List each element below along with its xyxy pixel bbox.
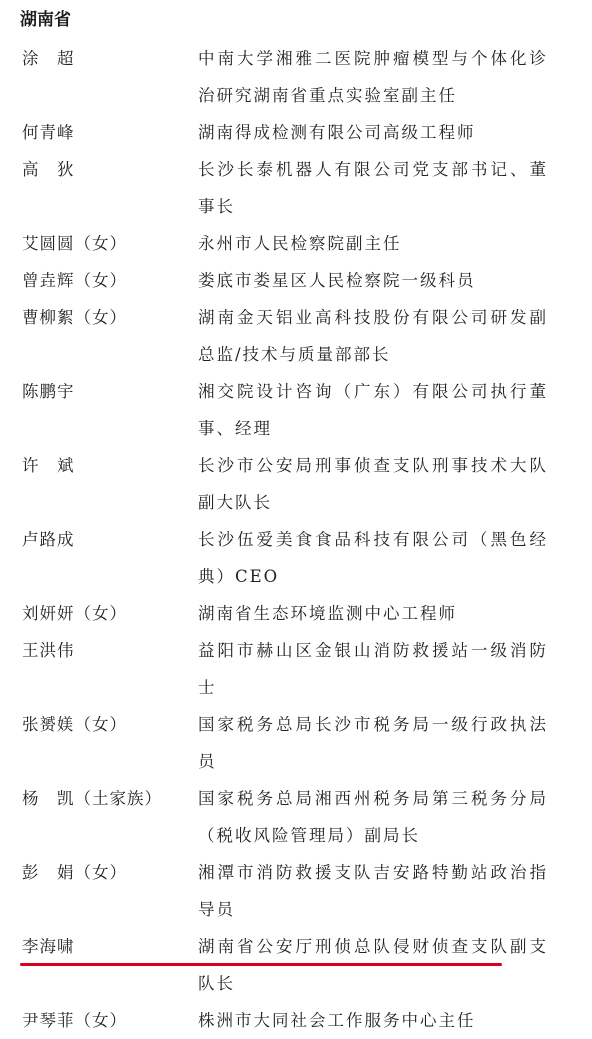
- list-item: [0, 595, 592, 632]
- person-title: 国家税务总局长沙市税务局一级行政执法员: [198, 715, 548, 771]
- person-name: 彭 娟（女）: [22, 863, 127, 882]
- person-title: 中南大学湘雅二医院肿瘤模型与个体化诊治研究湖南省重点实验室副主任: [198, 49, 548, 105]
- province-heading: 湖南省: [20, 10, 71, 30]
- person-name: 高 狄: [22, 160, 75, 179]
- person-title: 湖南得成检测有限公司高级工程师: [198, 123, 476, 142]
- person-title: 湘交院设计咨询（广东）有限公司执行董事、经理: [198, 382, 548, 438]
- person-name: 李海啸: [22, 937, 75, 956]
- person-title: 长沙市公安局刑事侦查支队刑事技术大队副大队长: [198, 456, 548, 512]
- person-name: 涂 超: [22, 49, 75, 68]
- list-item: [0, 373, 592, 447]
- list-item: [0, 262, 592, 299]
- person-title: 益阳市赫山区金银山消防救援站一级消防士: [198, 641, 548, 697]
- person-name: 曹柳絮（女）: [22, 308, 127, 327]
- list-item: [0, 632, 592, 706]
- person-name: 尹琴菲（女）: [22, 1011, 127, 1030]
- person-name: 卢路成: [22, 530, 75, 549]
- person-name: 杨 凯（土家族）: [22, 789, 162, 808]
- person-name: 何青峰: [22, 123, 75, 142]
- person-name: 曾垚辉（女）: [22, 271, 127, 290]
- red-underline-annotation: [20, 963, 502, 966]
- person-name: 刘妍妍（女）: [22, 604, 127, 623]
- list-item: [0, 151, 592, 225]
- person-title: 株洲市大同社会工作服务中心主任: [198, 1011, 476, 1030]
- person-title: 永州市人民检察院副主任: [198, 234, 402, 253]
- person-title: 长沙伍爱美食食品科技有限公司（黑色经典）CEO: [198, 530, 548, 586]
- list-item: [0, 447, 592, 521]
- list-item: [0, 40, 592, 114]
- person-name: 王洪伟: [22, 641, 75, 660]
- person-name: 陈鹏宇: [22, 382, 75, 401]
- person-title: 湖南省公安厅刑侦总队侵财侦查支队副支队长: [198, 937, 548, 993]
- person-title: 湖南省生态环境监测中心工程师: [198, 604, 457, 623]
- list-item: [0, 114, 592, 151]
- person-title: 湘潭市消防救援支队吉安路特勤站政治指导员: [198, 863, 548, 919]
- list-item: [0, 780, 592, 854]
- list-item: [0, 854, 592, 928]
- person-title: 长沙长泰机器人有限公司党支部书记、董事长: [198, 160, 548, 216]
- person-name: 张赟媄（女）: [22, 715, 127, 734]
- person-title: 湖南金天铝业高科技股份有限公司研发副总监/技术与质量部部长: [198, 308, 548, 364]
- person-name: 艾圆圆（女）: [22, 234, 127, 253]
- person-title: 国家税务总局湘西州税务局第三税务分局（税收风险管理局）副局长: [198, 789, 548, 845]
- list-item: [0, 521, 592, 595]
- person-name: 许 斌: [22, 456, 75, 475]
- honoree-list: [0, 40, 592, 1039]
- list-item: [0, 299, 592, 373]
- list-item: [0, 706, 592, 780]
- list-item: [0, 225, 592, 262]
- person-title: 娄底市娄星区人民检察院一级科员: [198, 271, 476, 290]
